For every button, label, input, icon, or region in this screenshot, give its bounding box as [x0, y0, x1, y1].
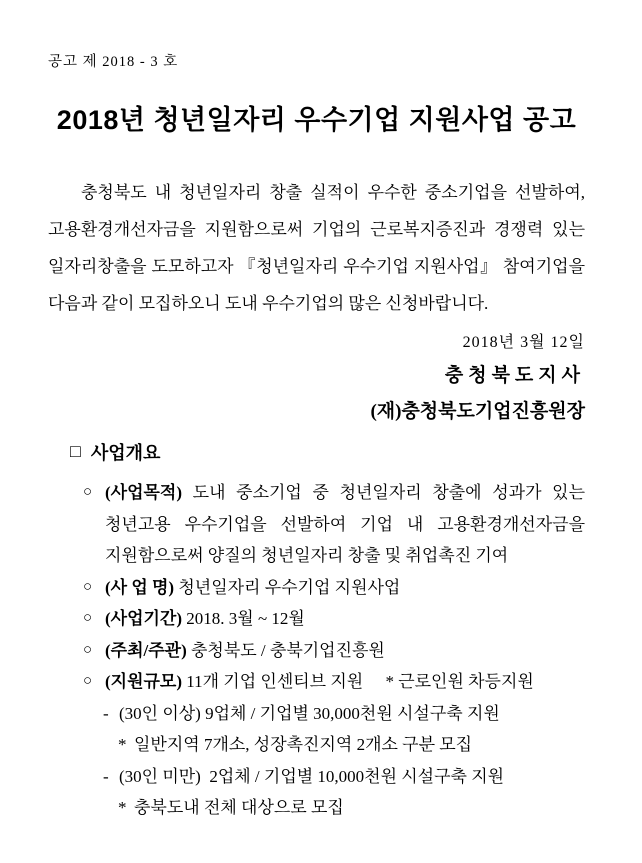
signatory-governor: 충청북도지사: [444, 365, 585, 386]
intro-line: 충청북도 내 청년일자리 창출 실적이 우수한 중소기업을 선발하여,: [81, 183, 585, 202]
circle-bullet-icon: ○: [83, 578, 93, 595]
list-item-content: [105, 572, 585, 604]
list-item: [83, 666, 585, 698]
list-item-content: [105, 635, 585, 667]
dash-marker: -: [103, 703, 109, 723]
item-text: 충청북도 / 충북기업진흥원: [190, 640, 385, 660]
overview-list: [48, 477, 585, 824]
item-text: 2018. 3월 ~ 12월: [186, 609, 305, 628]
list-item-content: [105, 666, 585, 698]
sub-item-text: (30인 이상) 9업체 / 기업별 30,000천원 시설구축 지원: [119, 703, 500, 723]
sub-item-text: 충북도내 전체 대상으로 모집: [134, 798, 344, 817]
section-header-overview: [70, 439, 585, 465]
list-item-content: [105, 603, 585, 635]
intro-line: 일자리창출을 도모하고자 『청년일자리 우수기업 지원사업』 참여기업을: [48, 257, 585, 276]
list-item-content: [105, 477, 585, 572]
item-line: 청년고용 우수기업을 선발하여 기업 내 고용환경개선자금을: [105, 514, 585, 534]
square-bullet-icon: □: [70, 440, 81, 461]
sub-list-item: [103, 761, 585, 793]
sub-item-text: 일반지역 7개소, 성장촉진지역 2개소 구분 모집: [134, 735, 473, 754]
item-text: 11개 기업 인센티브 지원: [186, 672, 364, 691]
sub-list-item: [118, 792, 585, 824]
item-line: 지원함으로써 양질의 청년일자리 창출 및 취업촉진 기여: [105, 546, 509, 565]
doc-number: 공고 제 2018 - 3 호: [48, 54, 179, 70]
item-label: (지원규모): [105, 672, 183, 691]
announcement-date: 2018년 3월 12일: [462, 334, 585, 351]
intro-paragraph: [48, 174, 585, 322]
item-label: (사 업 명): [105, 577, 175, 597]
section-title: 사업개요: [90, 443, 161, 463]
item-text: 청년일자리 우수기업 지원사업: [178, 577, 401, 597]
circle-bullet-icon: ○: [83, 673, 93, 689]
list-item: [83, 572, 585, 604]
circle-bullet-icon: ○: [83, 610, 93, 626]
item-label: (사업목적): [105, 483, 183, 502]
item-label: (사업기간): [105, 609, 183, 628]
intro-line: 고용환경개선자금을 지원함으로써 기업의 근로복지증진과 경쟁력 있는: [48, 220, 585, 239]
dash-marker: -: [103, 766, 109, 786]
item-label: (주최/주관): [105, 640, 187, 660]
item-text: 도내 중소기업 중 청년일자리 창출에 성과가 있는: [192, 483, 585, 502]
page-title: 2018년 청년일자리 우수기업 지원사업 공고: [56, 105, 577, 135]
circle-bullet-icon: ○: [83, 484, 93, 500]
sub-list-item: [118, 729, 585, 761]
sub-item-text: (30인 미만) 2업체 / 기업별 10,000천원 시설구축 지원: [119, 766, 505, 786]
list-item: [83, 635, 585, 667]
item-line: [105, 477, 585, 509]
closing-block: [48, 328, 585, 430]
asterisk-marker: *: [118, 735, 127, 754]
item-note: * 근로인원 차등지원: [385, 672, 534, 691]
intro-line: 다음과 같이 모집하오니 도내 우수기업의 많은 신청바랍니다.: [48, 294, 489, 313]
list-item: [83, 477, 585, 572]
asterisk-marker: *: [118, 798, 127, 817]
sub-list-item: [103, 698, 585, 730]
signatory-agency-head: (재)충청북도기업진흥원장: [370, 401, 585, 422]
circle-bullet-icon: ○: [83, 641, 93, 658]
list-item: [83, 603, 585, 635]
